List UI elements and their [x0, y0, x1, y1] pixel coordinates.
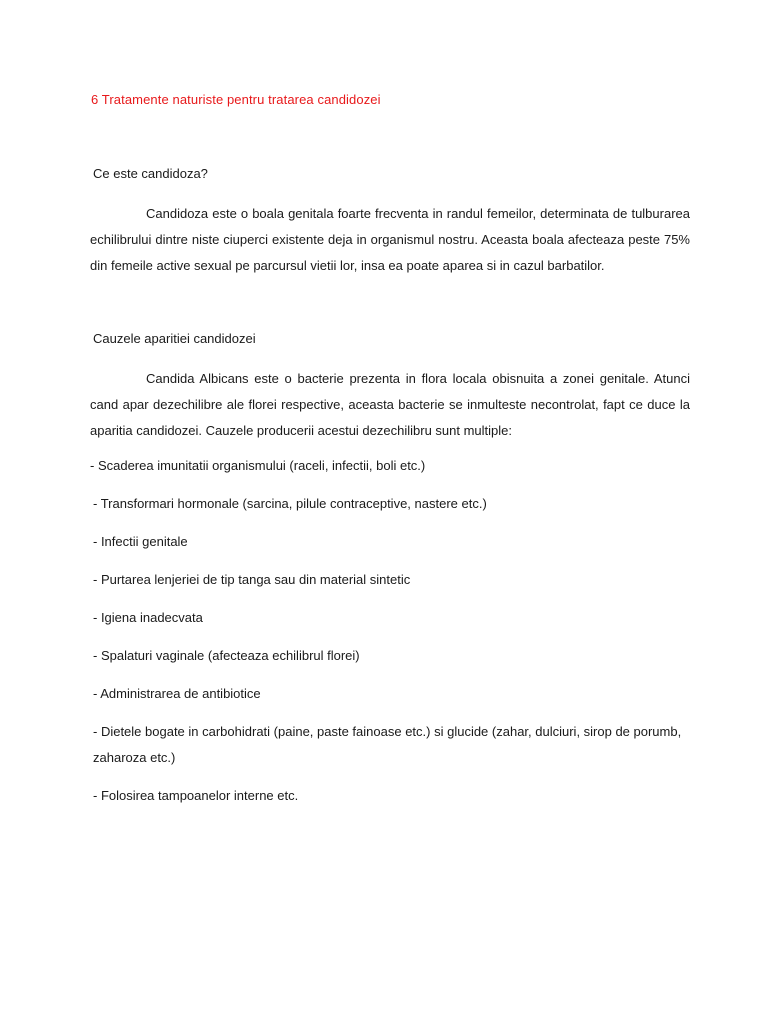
section-paragraph-causes: Candida Albicans este o bacterie prezenta in flora locala obisnuita a zonei genitale. Atunci cand apar dezechilibre ale florei respective, aceasta bacterie se inmulteste necontrolat, fapt ce duce la aparitia candidozei. Cauzele producerii acestui dezechilibru sunt multiple:	[90, 371, 690, 438]
list-item: - Dietele bogate in carbohidrati (paine, paste fainoase etc.) si glucide (zahar, dulciuri, sirop de porumb, zaharoza etc.)	[93, 724, 682, 765]
list-item: - Scaderea imunitatii organismului (raceli, infectii, boli etc.)	[90, 458, 426, 473]
section-paragraph-what-is: Candidoza este o boala genitala foarte frecventa in randul femeilor, determinata de tulburarea echilibrului dintre niste ciuperci existente deja in organismul nostru. Aceasta boala afecteaza peste 75% din femeile active sexual pe parcursul vietii lor, insa ea poate aparea si in cazul barbatilor.	[90, 206, 690, 273]
list-item: - Purtarea lenjeriei de tip tanga sau din material sintetic	[93, 572, 411, 587]
section-heading-what-is: Ce este candidoza?	[93, 166, 208, 181]
list-item: - Infectii genitale	[93, 534, 188, 549]
list-item: - Igiena inadecvata	[93, 610, 203, 625]
list-item: - Folosirea tampoanelor interne etc.	[93, 788, 299, 803]
list-item: - Spalaturi vaginale (afecteaza echilibrul florei)	[93, 648, 360, 663]
document-title: 6 Tratamente naturiste pentru tratarea candidozei	[91, 92, 381, 107]
section-heading-causes: Cauzele aparitiei candidozei	[93, 331, 256, 346]
list-item: - Transformari hormonale (sarcina, pilule contraceptive, nastere etc.)	[93, 496, 487, 511]
list-item: - Administrarea de antibiotice	[93, 686, 261, 701]
causes-list	[90, 453, 690, 821]
